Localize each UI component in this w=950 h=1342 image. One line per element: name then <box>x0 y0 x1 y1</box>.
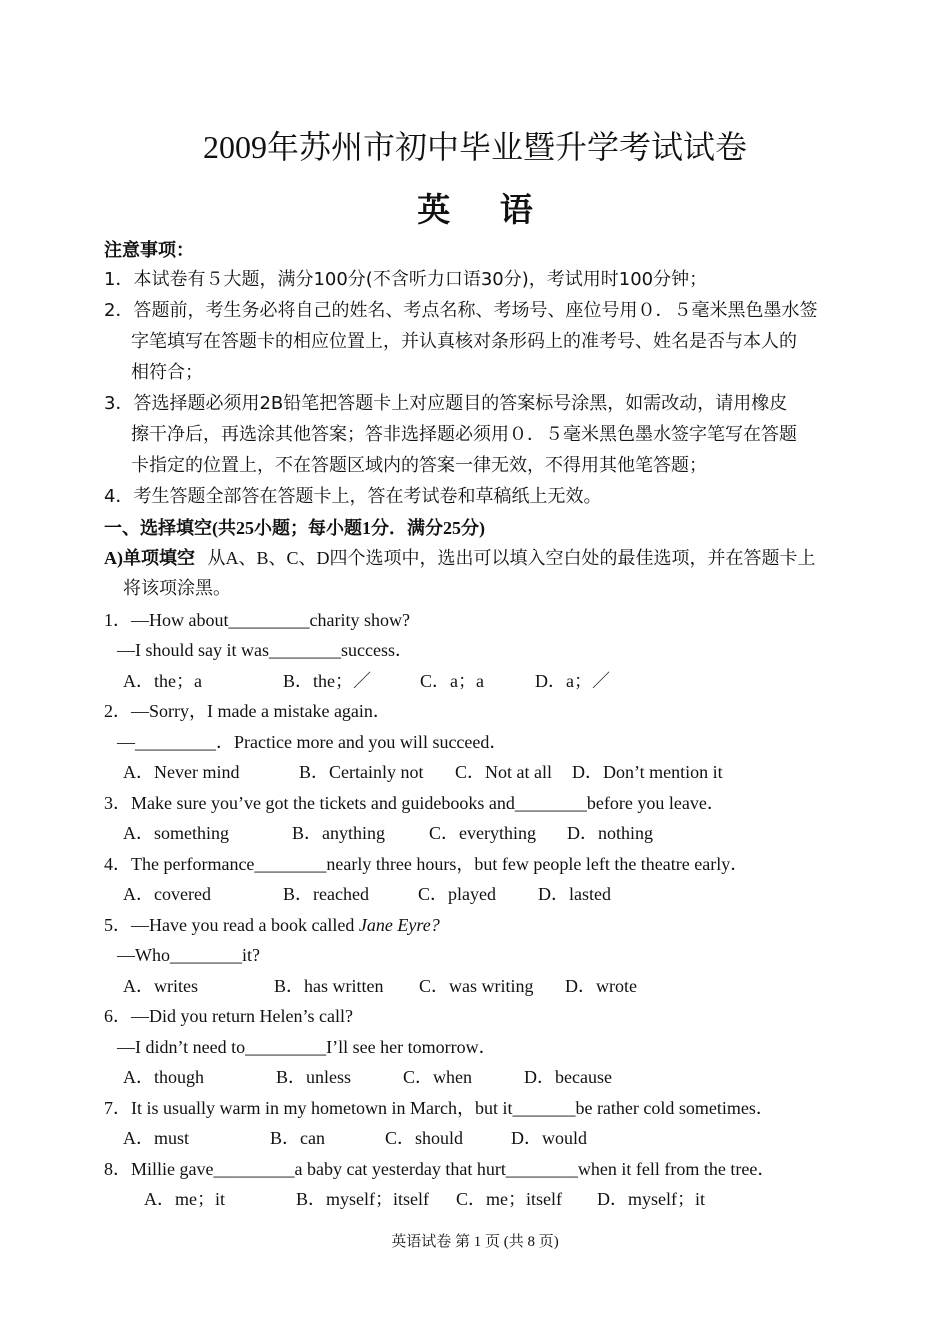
question-3: 3．Make sure you’ve got the tickets and guidebooks and________before you leave． <box>104 793 725 813</box>
note-line: 3．答选择题必须用2B铅笔把答题卡上对应题目的答案标号涂黑，如需改动，请用橡皮 <box>104 393 788 414</box>
subject-heading: 英语 <box>417 193 583 229</box>
page-footer: 英语试卷 第 1 页 (共 8 页) <box>391 1234 559 1250</box>
q5-option-c[interactable]: C．was writing <box>419 976 534 996</box>
q8-option-a[interactable]: A．me；it <box>144 1189 225 1209</box>
q1-option-a[interactable]: A．the；a <box>123 671 202 691</box>
question-8: 8．Millie gave_________a baby cat yesterday that hurt________when it fell from the tree． <box>104 1159 776 1179</box>
q6-option-c[interactable]: C．when <box>403 1067 472 1087</box>
q4-option-c[interactable]: C．played <box>418 884 496 904</box>
note-line: 2．答题前，考生务必将自己的姓名、考点名称、考场号、座位号用０．５毫米黑色墨水签 <box>104 300 818 321</box>
q8-option-d[interactable]: D．myself；it <box>597 1189 705 1209</box>
q2-option-c[interactable]: C．Not at all <box>455 762 552 782</box>
q5-option-d[interactable]: D．wrote <box>565 976 637 996</box>
question-2: 2．—Sorry，I made a mistake again． <box>104 701 391 721</box>
q6-option-b[interactable]: B．unless <box>276 1067 352 1087</box>
note-line: 卡指定的位置上，不在答题区域内的答案一律无效，不得用其他笔答题； <box>131 455 707 476</box>
question-2-reply: —_________．Practice more and you will succeed． <box>117 732 508 752</box>
question-7: 7．It is usually warm in my hometown in March，but it_______be rather cold sometimes． <box>104 1098 774 1118</box>
q2-option-b[interactable]: B．Certainly not <box>299 762 424 782</box>
question-4: 4．The performance________nearly three hours，but few people left the theatre early． <box>104 854 749 874</box>
question-1-reply: —I should say it was________success． <box>117 640 413 660</box>
q3-option-d[interactable]: D．nothing <box>567 823 654 843</box>
q4-option-b[interactable]: B．reached <box>283 884 369 904</box>
book-title: Jane Eyre? <box>358 915 440 935</box>
part-a-label: A)单项填空 <box>104 548 195 568</box>
part-a-instruction-cont: 将该项涂黑。 <box>123 578 231 598</box>
q7-option-b[interactable]: B．can <box>270 1128 325 1148</box>
question-5 <box>104 913 440 937</box>
q6-option-d[interactable]: D．because <box>524 1067 612 1087</box>
note-line: 1．本试卷有５大题，满分100分(不含听力口语30分)，考试用时100分钟； <box>104 269 708 290</box>
page-title: 2009年苏州市初中毕业暨升学考试试卷 <box>202 129 747 165</box>
section-heading: 一、选择填空(共25小题；每小题1分．满分25分) <box>104 518 485 538</box>
q4-option-a[interactable]: A．covered <box>123 884 211 904</box>
question-1: 1．—How about_________charity show? <box>104 610 410 630</box>
note-line: 字笔填写在答题卡的相应位置上，并认真核对条形码上的准考号、姓名是否与本人的 <box>131 331 797 352</box>
q2-option-d[interactable]: D．Don’t mention it <box>572 762 723 782</box>
q4-option-d[interactable]: D．lasted <box>538 884 611 904</box>
q5-option-a[interactable]: A．writes <box>123 976 198 996</box>
question-5-text: 5．—Have you read a book called <box>104 915 359 935</box>
q3-option-a[interactable]: A．something <box>123 823 229 843</box>
q1-option-b[interactable]: B．the；／ <box>283 671 371 691</box>
q1-option-c[interactable]: C．a；a <box>420 671 484 691</box>
q7-option-c[interactable]: C．should <box>385 1128 464 1148</box>
q6-option-a[interactable]: A．though <box>123 1067 204 1087</box>
question-6-reply: —I didn’t need to_________I’ll see her tomorrow． <box>117 1037 497 1057</box>
q2-option-a[interactable]: A．Never mind <box>123 762 240 782</box>
part-a-instruction <box>104 546 816 570</box>
q5-option-b[interactable]: B．has written <box>274 976 384 996</box>
q7-option-a[interactable]: A．must <box>123 1128 190 1148</box>
q8-option-b[interactable]: B．myself；itself <box>296 1189 429 1209</box>
question-6: 6．—Did you return Helen’s call? <box>104 1006 353 1026</box>
note-line: 4．考生答题全部答在答题卡上，答在考试卷和草稿纸上无效。 <box>104 486 602 507</box>
q3-option-b[interactable]: B．anything <box>292 823 385 843</box>
note-line: 擦干净后，再选涂其他答案；答非选择题必须用０．５毫米黑色墨水签字笔写在答题 <box>131 424 797 445</box>
q8-option-c[interactable]: C．me；itself <box>456 1189 562 1209</box>
notes-heading: 注意事项： <box>104 240 194 260</box>
question-5-reply: —Who________it? <box>117 945 260 965</box>
q7-option-d[interactable]: D．would <box>511 1128 587 1148</box>
q3-option-c[interactable]: C．everything <box>429 823 536 843</box>
part-a-instruction-text: 从A、B、C、D四个选项中，选出可以填入空白处的最佳选项，并在答题卡上 <box>207 548 816 568</box>
note-line: 相符合； <box>131 362 203 383</box>
q1-option-d[interactable]: D．a；／ <box>535 671 610 691</box>
